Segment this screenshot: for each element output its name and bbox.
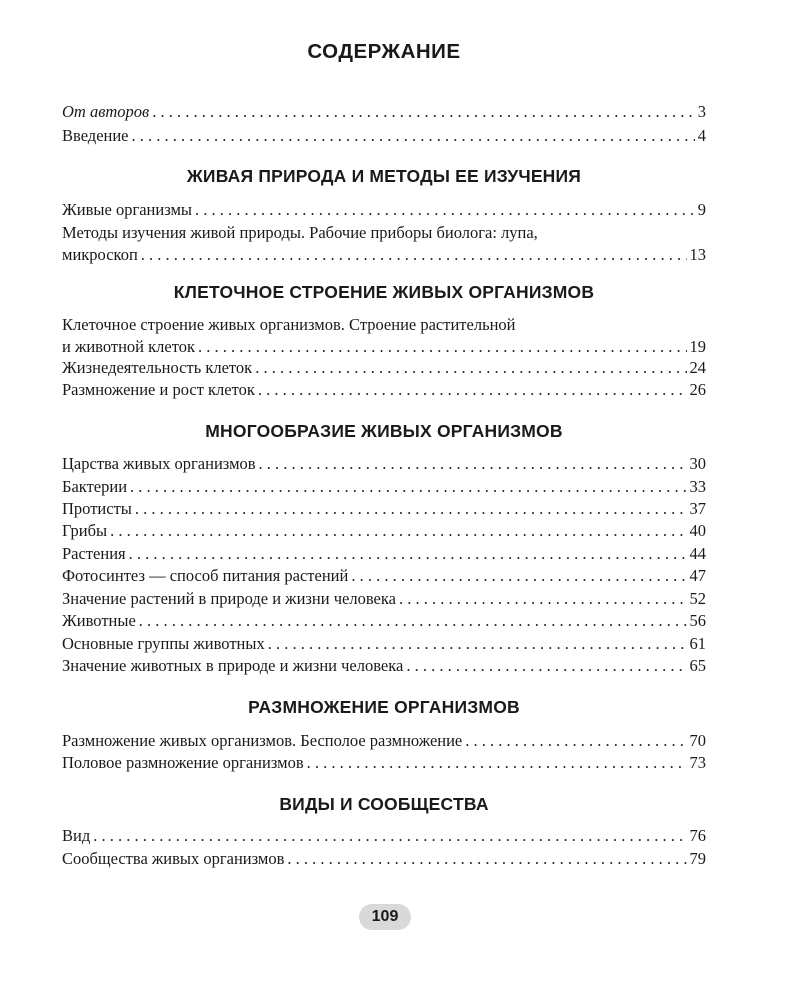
- toc-entry: [62, 543, 706, 565]
- toc-entry-text: Животные: [62, 611, 136, 630]
- toc-entry-page: 19: [689, 337, 706, 356]
- dot-leader: [198, 336, 687, 358]
- section-heading: КЛЕТОЧНОЕ СТРОЕНИЕ ЖИВЫХ ОРГАНИЗМОВ: [173, 282, 595, 302]
- dot-leader: [130, 476, 686, 498]
- toc-entry-page: 56: [689, 611, 706, 630]
- dot-leader: [287, 848, 686, 870]
- section-heading: РАЗМНОЖЕНИЕ ОРГАНИЗМОВ: [248, 697, 520, 717]
- dot-leader: [141, 244, 687, 266]
- toc-entry-authors: [62, 101, 706, 123]
- dot-leader: [132, 125, 695, 147]
- toc-entry: [62, 752, 706, 774]
- toc-entry-text: Протисты: [62, 499, 132, 518]
- toc-entry: [62, 453, 706, 475]
- dot-leader: [139, 610, 687, 632]
- toc-entry: [62, 476, 706, 498]
- toc-entry-text: Растения: [62, 544, 126, 563]
- toc-entry-page: 24: [689, 358, 706, 377]
- dot-leader: [258, 379, 687, 401]
- dot-leader: [399, 588, 687, 610]
- toc-entry-text: микроскоп: [62, 245, 138, 264]
- dot-leader: [135, 498, 687, 520]
- toc-entry-page: 52: [689, 589, 706, 608]
- toc-entry-text: и животной клеток: [62, 337, 195, 356]
- toc-entry: [62, 610, 706, 632]
- toc-entry-page: 44: [689, 544, 706, 563]
- dot-leader: [93, 825, 686, 847]
- dot-leader: [259, 453, 687, 475]
- toc-entry-page: 40: [689, 521, 706, 540]
- dot-leader: [307, 752, 687, 774]
- toc-entry-page: 73: [689, 753, 706, 772]
- toc-entry: [62, 379, 706, 401]
- toc-entry: [62, 825, 706, 847]
- section-heading: ВИДЫ И СООБЩЕСТВА: [279, 794, 489, 814]
- toc-entry-text: Размножение живых организмов. Бесполое размножение: [62, 731, 463, 750]
- dot-leader: [351, 565, 686, 587]
- toc-entry: [62, 498, 706, 520]
- toc-entry-page: 33: [689, 477, 706, 496]
- toc-entry-text: Значение растений в природе и жизни человека: [62, 589, 396, 608]
- dot-leader: [152, 101, 695, 123]
- toc-entry-page: 61: [689, 634, 706, 653]
- toc-entry-page: 26: [689, 380, 706, 399]
- toc-entry: [62, 730, 706, 752]
- page-number-badge: 109: [359, 904, 411, 930]
- toc-entry-text: Царства живых организмов: [62, 454, 256, 473]
- toc-entry-text-line1: Клеточное строение живых организмов. Строение растительной: [62, 315, 516, 334]
- section-heading: МНОГООБРАЗИЕ ЖИВЫХ ОРГАНИЗМОВ: [205, 421, 563, 441]
- toc-entry-page: 30: [689, 454, 706, 473]
- dot-leader: [255, 357, 686, 379]
- toc-entry: [62, 520, 706, 542]
- toc-entry-page: 3: [697, 102, 706, 121]
- toc-entry-text: Половое размножение организмов: [62, 753, 304, 772]
- dot-leader: [268, 633, 687, 655]
- page-title: СОДЕРЖАНИЕ: [307, 40, 461, 63]
- toc-entry-intro: [62, 125, 706, 147]
- toc-entry-text: Размножение и рост клеток: [62, 380, 255, 399]
- toc-entry: [62, 357, 706, 379]
- toc-entry-page: 4: [697, 126, 706, 145]
- toc-entry: [62, 588, 706, 610]
- toc-entry: [62, 655, 706, 677]
- toc-entry-text: Введение: [62, 126, 129, 145]
- toc-entry-page: 65: [689, 656, 706, 675]
- toc-entry: [62, 222, 706, 266]
- toc-entry-text: Основные группы животных: [62, 634, 265, 653]
- toc-entry-text: Живые организмы: [62, 200, 193, 219]
- toc-entry-page: 76: [689, 826, 706, 845]
- toc-entry-text: Грибы: [62, 521, 108, 540]
- toc-entry-text: Значение животных в природе и жизни человека: [62, 656, 404, 675]
- toc-entry-page: 79: [689, 849, 706, 868]
- toc-entry-text: Сообщества живых организмов: [62, 849, 285, 868]
- toc-entry: [62, 848, 706, 870]
- toc-entry-page: 47: [689, 566, 706, 585]
- toc-entry-text: От авторов: [62, 102, 150, 121]
- toc-entry-page: 13: [689, 245, 706, 264]
- toc-entry-text: Жизнедеятельность клеток: [62, 358, 253, 377]
- section-heading: ЖИВАЯ ПРИРОДА И МЕТОДЫ ЕЕ ИЗУЧЕНИЯ: [186, 166, 582, 186]
- toc-entry-text: Фотосинтез — способ питания растений: [62, 566, 349, 585]
- toc-entry: [62, 565, 706, 587]
- dot-leader: [195, 199, 695, 221]
- dot-leader: [465, 730, 686, 752]
- toc-entry: [62, 199, 706, 221]
- toc-entry: [62, 314, 706, 358]
- dot-leader: [406, 655, 686, 677]
- toc-entry-text: Вид: [62, 826, 91, 845]
- dot-leader: [110, 520, 686, 542]
- toc-entry: [62, 633, 706, 655]
- toc-entry-page: 9: [697, 200, 706, 219]
- dot-leader: [129, 543, 687, 565]
- toc-entry-page: 37: [689, 499, 706, 518]
- toc-entry-text: Бактерии: [62, 477, 128, 496]
- toc-entry-text-line1: Методы изучения живой природы. Рабочие приборы биолога: лупа,: [62, 223, 538, 242]
- toc-entry-page: 70: [689, 731, 706, 750]
